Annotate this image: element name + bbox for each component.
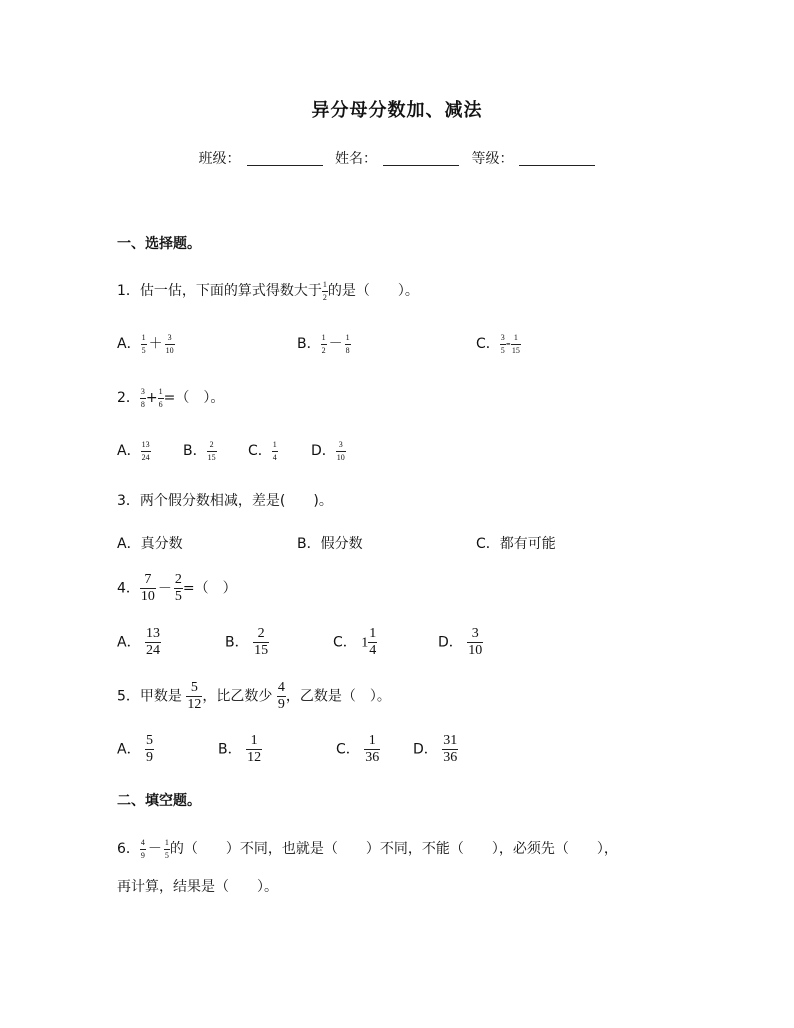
q1-half-fraction: $\frac{1}{2}$: [322, 279, 327, 302]
q1-option-c[interactable]: C． $\frac{3}{5}$ - $\frac{1}{15}$: [476, 332, 520, 355]
q4-option-a[interactable]: A． $\frac{13}{24}$: [117, 626, 161, 658]
class-label: 班级：: [198, 151, 241, 167]
student-info-row: [0, 148, 794, 168]
grade-label: 等级：: [471, 151, 514, 167]
question-1: [117, 280, 419, 302]
q1-text-before: 1．估一估，下面的算式得数大于: [117, 283, 322, 299]
q5-option-a[interactable]: A． $\frac{5}{9}$: [117, 733, 154, 765]
q1-option-b[interactable]: B． $\frac{1}{2}$ － $\frac{1}{8}$: [297, 332, 350, 355]
q2-option-d[interactable]: D． $\frac{3}{10}$: [311, 439, 345, 462]
q5-option-c[interactable]: C． $\frac{1}{36}$: [336, 733, 380, 765]
q3-option-a[interactable]: A．真分数: [117, 536, 183, 552]
question-6-line-1: 6． $\frac{4}{9}$ － $\frac{1}{5}$ 的（ ）不同，也就是（ ）不同，不能（ ），必须先（ ），: [117, 837, 618, 860]
question-5: 5．甲数是 $\frac{5}{12}$ ，比乙数少 $\frac{4}{9}$ ，乙数是（ ）。: [117, 680, 391, 712]
q2-option-c[interactable]: C． $\frac{1}{4}$: [248, 439, 277, 462]
question-4: 4． $\frac{7}{10}$ － $\frac{2}{5}$ =（ ）: [117, 572, 237, 604]
name-blank[interactable]: [383, 151, 459, 166]
section-fill-heading: 二、填空题。: [117, 793, 201, 809]
q2-option-a[interactable]: A． $\frac{13}{24}$: [117, 439, 150, 462]
q5-option-b[interactable]: B． $\frac{1}{12}$: [218, 733, 262, 765]
q4-option-c[interactable]: C． 1 $\frac{1}{4}$: [333, 626, 377, 658]
question-2: 2． $\frac{3}{8}$ + $\frac{1}{6}$ =（ ）。: [117, 386, 225, 409]
section-choice-heading: 一、选择题。: [117, 236, 201, 252]
name-label: 姓名：: [335, 151, 377, 167]
q1-text-after: 的是（ ）。: [327, 283, 419, 299]
q5-option-d[interactable]: D． $\frac{31}{36}$: [413, 733, 458, 765]
grade-blank[interactable]: [519, 151, 595, 166]
q4-option-b[interactable]: B． $\frac{2}{15}$: [225, 626, 269, 658]
question-6-line-2: 再计算，结果是（ ）。: [117, 879, 278, 895]
q1-option-a[interactable]: A． $\frac{1}{5}$ ＋ $\frac{3}{10}$: [117, 332, 174, 355]
question-3: 3．两个假分数相减，差是( )。: [117, 493, 333, 509]
page-title: 异分母分数加、减法: [311, 100, 483, 121]
q3-option-b[interactable]: B．假分数: [297, 536, 363, 552]
q3-option-c[interactable]: C．都有可能: [476, 536, 556, 552]
q2-option-b[interactable]: B． $\frac{2}{15}$: [183, 439, 216, 462]
class-blank[interactable]: [247, 151, 323, 166]
q4-option-d[interactable]: D． $\frac{3}{10}$: [438, 626, 483, 658]
